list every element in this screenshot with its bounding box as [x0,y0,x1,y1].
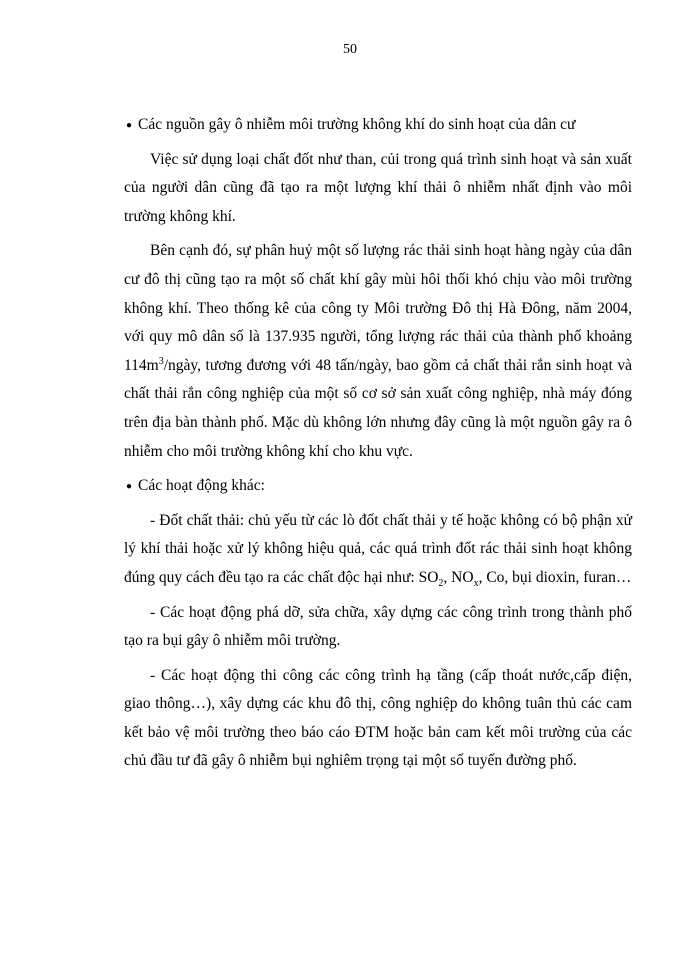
document-body [124,111,632,782]
bullet-icon: ● [126,120,133,131]
paragraph-waste-decomposition [124,237,632,466]
bullet-item-other-activities [124,472,632,503]
bullet-item-household-sources [124,111,632,142]
paragraph-waste-burning [124,507,632,593]
subscript: 2 [438,578,444,589]
paragraph-demolition: - Các hoạt động phá dỡ, sửa chữa, xây dựng các công trình trong thành phố tạo ra bụi gây ô nhiễm môi trường. [124,603,632,650]
paragraph-infrastructure: - Các hoạt động thi công các công trình hạ tầng (cấp thoát nước,cấp điện, giao thông…), xây dựng các khu đô thị, công nghiệp do không tuân thủ các cam kết bảo vệ môi trường theo báo cáo ĐTM hoặc bản cam kết môi trường của các chủ đầu tư đã gây ô nhiễm bụi nghiêm trọng tại một số tuyến đường phố. [124,666,632,770]
paragraph-fuel-use: Việc sử dụng loại chất đốt như than, củi trong quá trình sinh hoạt và sản xuất của người dân cũng đã tạo ra một lượng khí thải ô nhiễm nhất định vào môi trường không khí. [124,150,632,225]
bullet-label: Các hoạt động khác: [138,477,265,495]
paragraph-text: , Co, bụi dioxin, furan… [478,568,632,586]
superscript: 3 [158,355,164,367]
paragraph-text: - Đốt chất thải: chủ yếu từ các lò đốt chất thải y tế hoặc không có bộ phận xử lý khí thải hoặc xử lý không hiệu quả, các quá trình đốt rác thải sinh hoạt không đúng quy cách đều tạo ra các chất độc hại như: SO [124,511,632,586]
bullet-icon: ● [126,481,133,493]
paragraph-text: , NO [443,568,474,586]
paragraph-text: /ngày, tương đương với 48 tấn/ngày, bao gồm cả chất thải rắn sinh hoạt và chất thải rắn công nghiệp của một số cơ sở sản xuất công nghiệp, nhà máy đóng trên địa bàn thành phố. Mặc dù không lớn nhưng đây cũng là một nguồn gây ra ô nhiễm cho môi trường không khí cho khu vực. [124,356,632,460]
subscript: x [473,578,479,589]
bullet-label: Các nguồn gây ô nhiễm môi trường không khí do sinh hoạt của dân cư [138,116,576,133]
page-number: 50 [343,42,357,57]
paragraph-text: Bên cạnh đó, sự phân huỷ một số lượng rác thải sinh hoạt hàng ngày của dân cư đô thị cũng tạo ra một số chất khí gây mùi hôi thối khó chịu vào môi trường không khí. Theo thống kê của công ty Môi trường Đô thị Hà Đông, năm 2004, với quy mô dân số là 137.935 người, tổng lượng rác thải của thành phố khoảng 114m [124,242,632,374]
